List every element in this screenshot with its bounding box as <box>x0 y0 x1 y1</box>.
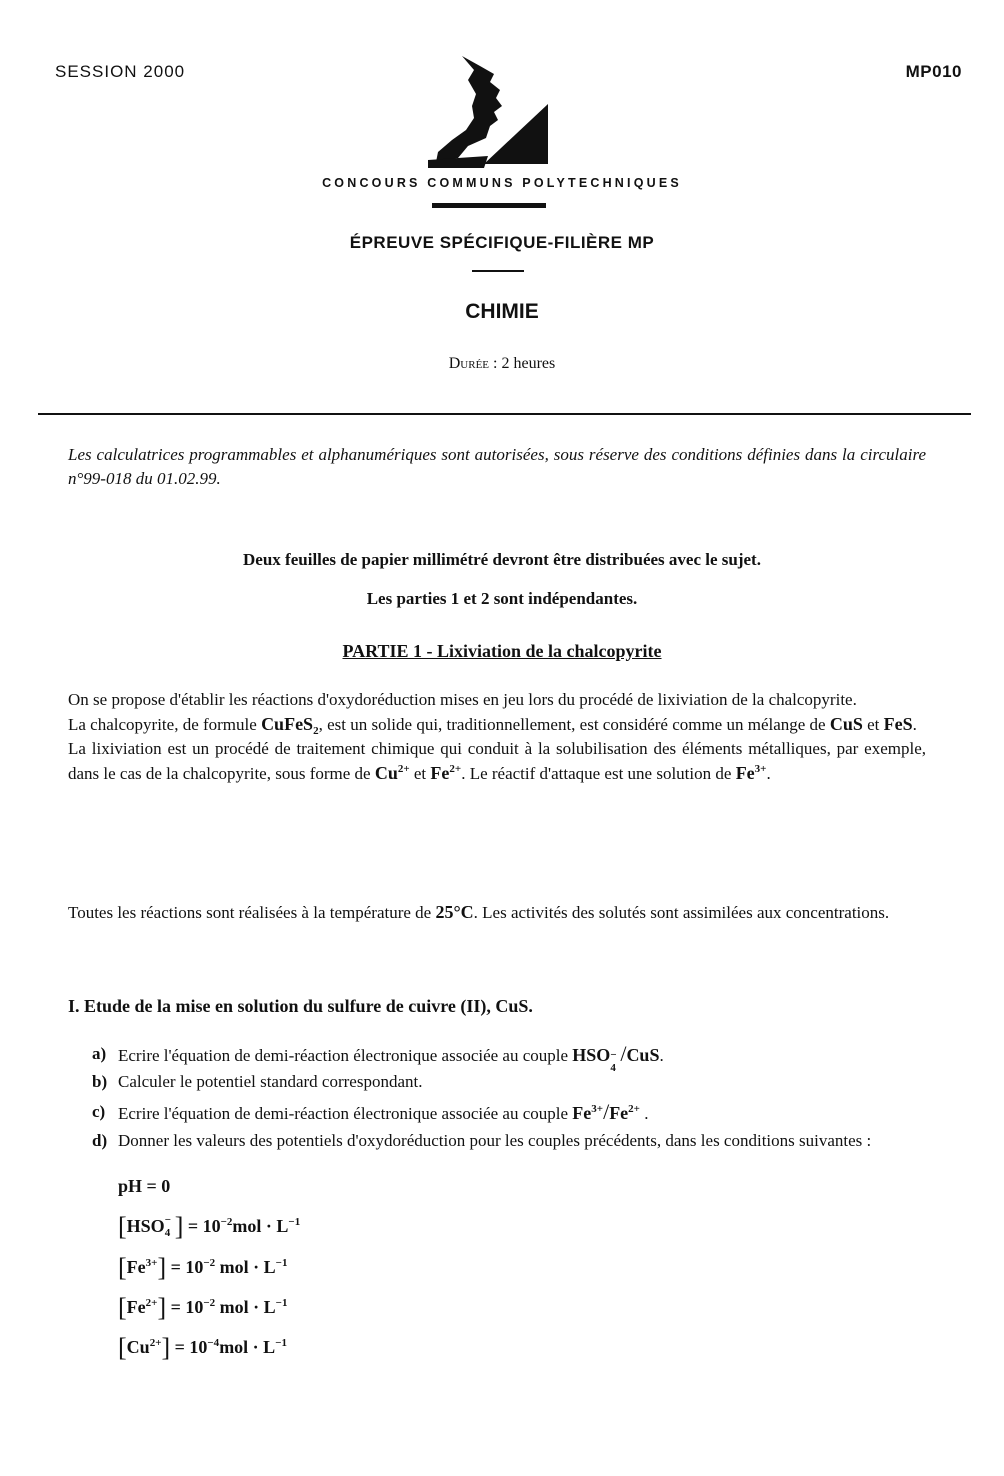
fe3-ion: $Fe^{3+}$ <box>735 763 767 783</box>
hso4-cus-couple: HSO − 4 /CuS <box>572 1041 660 1074</box>
header-rule <box>38 413 971 415</box>
chalcopyrite-formula: CuFeS$_2$ <box>261 714 319 737</box>
duration <box>0 355 1004 373</box>
temperature-paragraph: Toutes les réactions sont réalisées à la température de 25°C. Les activités des solutés sont assimilées aux concentrations. <box>68 902 890 922</box>
subject-title: CHIMIE <box>465 300 539 323</box>
hso4-concentration: [HSO − 4 ] = $10^{-2}mol \cdot L^{-1}$ <box>118 1212 301 1241</box>
parts-notice: Les parties 1 et 2 sont indépendantes. <box>366 589 638 608</box>
ph-condition: pH = 0 <box>118 1176 171 1196</box>
duration-value: : 2 heures <box>489 355 556 372</box>
exam-code: MP010 <box>905 62 962 81</box>
session-label: SESSION 2000 <box>55 62 186 81</box>
cu2-concentration: $[Cu^{2+}] = 10^{-4}mol \cdot L^{-1}$ <box>118 1333 287 1362</box>
part-1-title: PARTIE 1 - Lixiviation de la chalcopyrite <box>342 641 662 661</box>
logo-underline <box>432 203 546 208</box>
fes-formula: FeS <box>883 714 913 734</box>
logo-profile-shape <box>436 56 502 162</box>
lixiviation-text-a: La lixiviation est un procédé de traitement chimique qui conduit à la solubilisation des éléments métalliques, par exemple, dans le cas de la chalcopyrite, sous forme de <box>68 739 926 783</box>
fe3-fe2-couple: $Fe^{3+}/Fe^{2+}$ <box>572 1099 640 1124</box>
intro-text: On se propose d'établir les réactions d'oxydoréduction mises en jeu lors du procédé de lixiviation de la chalcopyrite. <box>68 690 857 709</box>
ccp-logo <box>428 52 550 170</box>
fe2-ion: $Fe^{2+}$ <box>430 763 462 783</box>
title-divider <box>472 270 524 272</box>
organization-name: CONCOURS COMMUNS POLYTECHNIQUES <box>322 176 682 190</box>
formula-text-a: La chalcopyrite, de formule <box>68 715 262 734</box>
intro-paragraph: On se propose d'établir les réactions d'oxydoréduction mises en jeu lors du procédé de lixiviation de la chalcopyrite. La chalcopyrite, de formule CuFeS$_2$, est un solide qui, traditionnellement, est considéré comme un mélange de CuS et FeS. La lixiviation est un procédé de traitement chimique qui conduit à la solubilisation des éléments métalliques, par exemple, dans le cas de la chalcopyrite, sous forme de $Cu^{2+}$ et $Fe^{2+}$. Le réactif d'attaque est une solution de $Fe^{3+}$. <box>68 690 926 783</box>
temperature-value: 25°C <box>435 902 474 922</box>
duration-label: Durée <box>448 355 490 372</box>
cu-ion: $Cu^{2+}$ <box>374 763 410 783</box>
paper-notice: Deux feuilles de papier millimétré devront être distribuées avec le sujet. <box>243 550 761 569</box>
lixiviation-text-b: . Le réactif d'attaque est une solution de <box>461 764 736 783</box>
fe2-concentration: $[Fe^{2+}] = 10^{-2}$ mol · $L^{-1}$ <box>118 1293 288 1322</box>
calculator-notice: Les calculatrices programmables et alphanumériques sont autorisées, sous réserve des conditions définies dans la circulaire n°99-018 du 01.02.99. <box>68 445 926 488</box>
section-1-species: CuS <box>495 996 529 1016</box>
fe3-concentration: $[Fe^{3+}] = 10^{-2}$ mol · $L^{-1}$ <box>118 1253 288 1282</box>
section-1-title: I. Etude de la mise en solution du sulfure de cuivre (II), CuS. <box>68 996 533 1016</box>
exam-title: ÉPREUVE SPÉCIFIQUE-FILIÈRE MP <box>349 233 655 252</box>
formula-text-b: , est un solide qui, traditionnellement, est considéré comme un mélange de <box>318 715 830 734</box>
cus-formula: CuS <box>829 714 863 734</box>
